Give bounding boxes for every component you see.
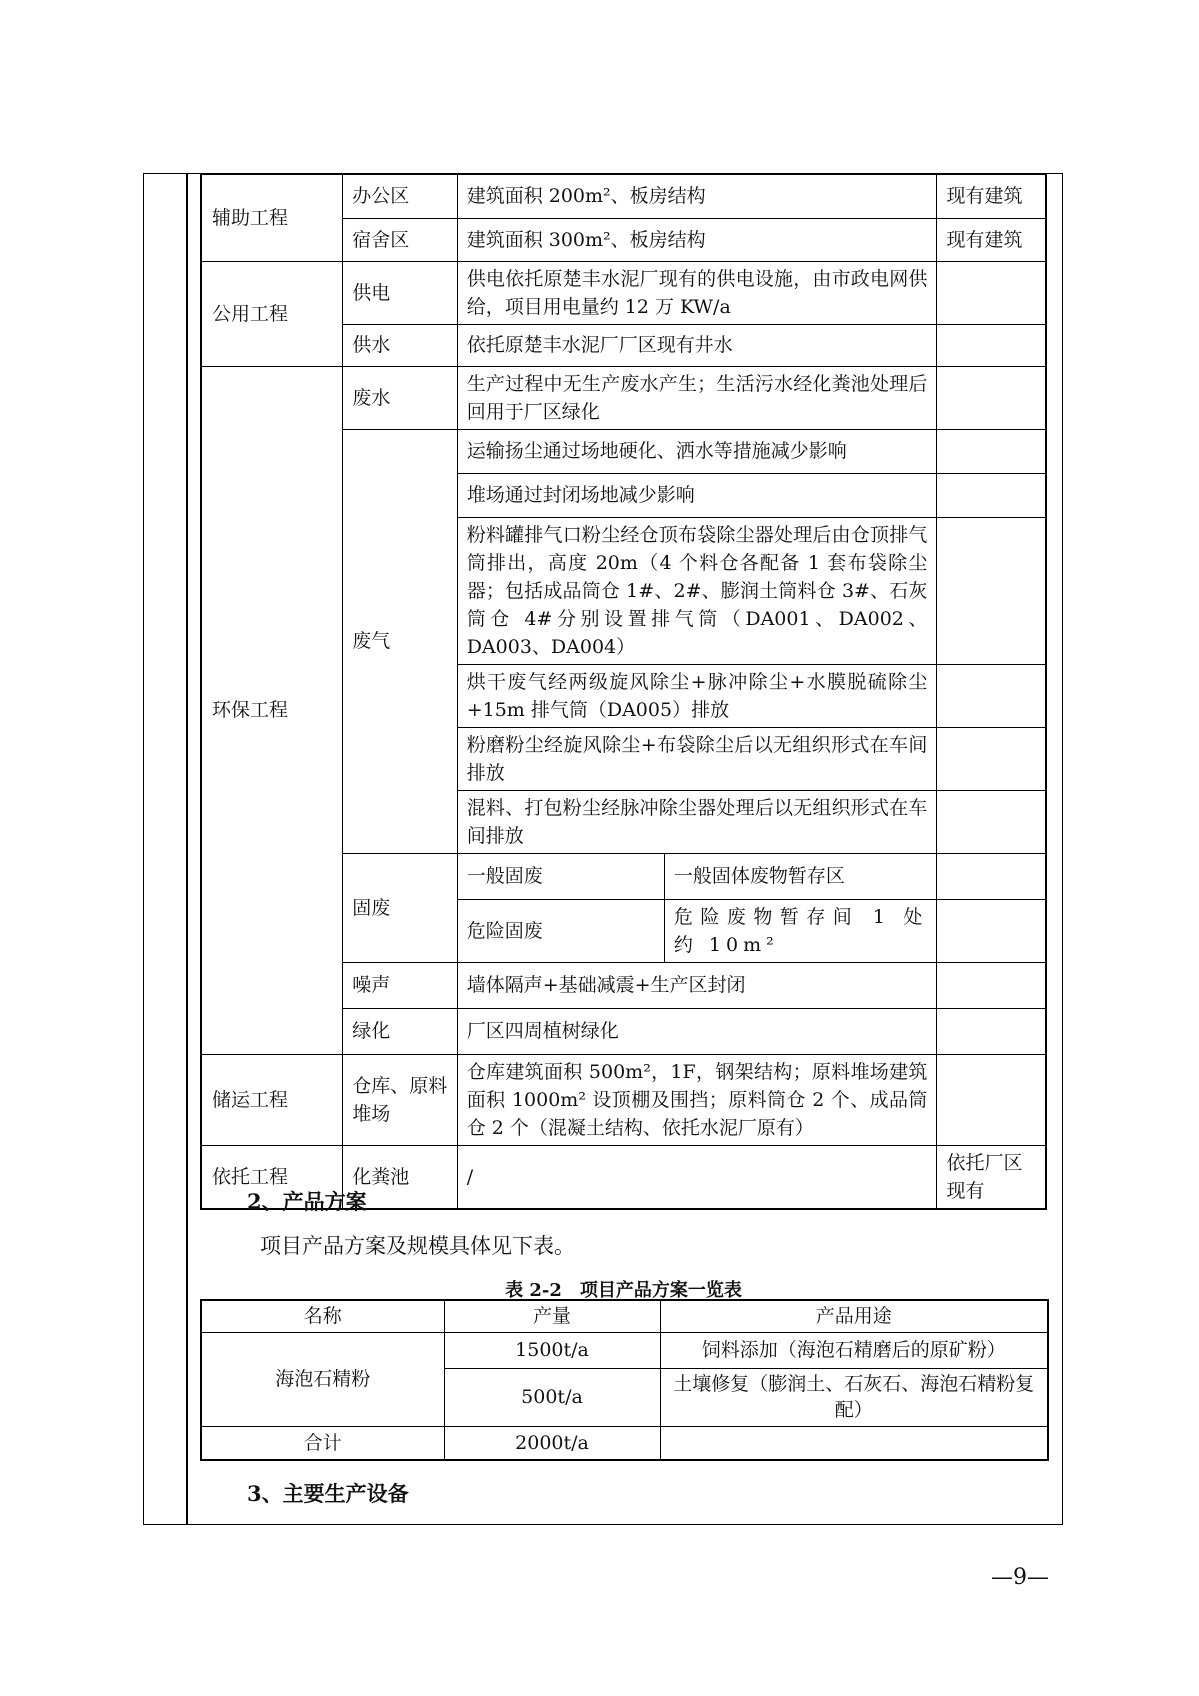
engineering-table xyxy=(200,173,1047,1210)
place-cell: 一般固体废物暂存区 xyxy=(664,853,937,899)
content-cell: 墙体隔声+基础减震+生产区封闭 xyxy=(457,962,937,1008)
content-cell: 供电依托原楚丰水泥厂现有的供电设施，由市政电网供给，项目用电量约 12 万 KW/a xyxy=(457,261,937,324)
use-cell: 土壤修复（膨润土、石灰石、海泡石精粉复配） xyxy=(660,1368,1048,1426)
total-label-cell: 合计 xyxy=(201,1426,444,1460)
table-row xyxy=(201,174,1046,218)
sub-cell: 噪声 xyxy=(343,962,457,1008)
note-cell: 现有建筑 xyxy=(937,174,1046,218)
note-cell xyxy=(937,1008,1046,1054)
use-cell: 饲料添加（海泡石精磨后的原矿粉） xyxy=(660,1332,1048,1368)
sub-cell: 宿舍区 xyxy=(343,218,457,261)
product-name-cell: 海泡石精粉 xyxy=(201,1332,444,1426)
sub-cell: 化粪池 xyxy=(343,1145,457,1209)
content-cell: 粉料罐排气口粉尘经仓顶布袋除尘器处理后由仓顶排气筒排出，高度 20m（4 个料仓各配备 1 套布袋除尘器；包括成品筒仓 1#、2#、膨润土筒料仓 3#、石灰筒仓 4#分别设置排气筒（DA001、DA002、DA003、DA004） xyxy=(457,517,937,664)
content-cell: 建筑面积 300m²、板房结构 xyxy=(457,218,937,261)
note-cell: 现有建筑 xyxy=(937,218,1046,261)
category-cell: 储运工程 xyxy=(201,1054,343,1145)
category-cell: 环保工程 xyxy=(201,366,343,1054)
category-cell: 依托工程 xyxy=(201,1145,343,1209)
content-cell: 堆场通过封闭场地减少影响 xyxy=(457,473,937,517)
header-row xyxy=(201,1300,1048,1332)
sub-cell: 废气 xyxy=(343,429,457,853)
column-header: 产品用途 xyxy=(660,1300,1048,1332)
total-row xyxy=(201,1426,1048,1460)
sub-cell: 供电 xyxy=(343,261,457,324)
type-cell: 一般固废 xyxy=(457,853,664,899)
type-cell: 危险固废 xyxy=(457,899,664,962)
output-cell: 500t/a xyxy=(444,1368,660,1426)
content-cell: 粉磨粉尘经旋风除尘+布袋除尘后以无组织形式在车间排放 xyxy=(457,727,937,790)
note-cell xyxy=(937,853,1046,899)
note-cell xyxy=(937,899,1046,962)
note-cell xyxy=(937,366,1046,429)
note-cell xyxy=(937,517,1046,664)
table-row xyxy=(201,1054,1046,1145)
sub-cell: 固废 xyxy=(343,853,457,962)
content-cell: 厂区四周植树绿化 xyxy=(457,1008,937,1054)
note-cell xyxy=(937,727,1046,790)
category-cell: 辅助工程 xyxy=(201,174,343,261)
column-header: 名称 xyxy=(201,1300,444,1332)
table-row xyxy=(201,366,1046,429)
sub-cell: 废水 xyxy=(343,366,457,429)
table-row xyxy=(201,1332,1048,1368)
content-cell: 运输扬尘通过场地硬化、洒水等措施减少影响 xyxy=(457,429,937,473)
content-cell: 建筑面积 200m²、板房结构 xyxy=(457,174,937,218)
category-cell: 公用工程 xyxy=(201,261,343,366)
note-cell xyxy=(937,261,1046,324)
page-number: —9— xyxy=(991,1565,1049,1590)
sub-cell: 办公区 xyxy=(343,174,457,218)
note-cell: 依托厂区现有 xyxy=(937,1145,1046,1209)
note-cell xyxy=(937,790,1046,853)
output-cell: 1500t/a xyxy=(444,1332,660,1368)
content-cell: / xyxy=(457,1145,937,1209)
note-cell xyxy=(937,962,1046,1008)
sub-cell: 仓库、原料堆场 xyxy=(343,1054,457,1145)
note-cell xyxy=(937,429,1046,473)
note-cell xyxy=(937,1054,1046,1145)
section-heading: 2、产品方案 xyxy=(247,1189,367,1214)
content-cell: 依托原楚丰水泥厂厂区现有井水 xyxy=(457,324,937,366)
table-caption: 表 2-2 项目产品方案一览表 xyxy=(505,1280,742,1301)
table-row xyxy=(201,261,1046,324)
section-heading: 3、主要生产设备 xyxy=(247,1481,409,1506)
sub-cell: 绿化 xyxy=(343,1008,457,1054)
content-cell: 混料、打包粉尘经脉冲除尘器处理后以无组织形式在车间排放 xyxy=(457,790,937,853)
content-cell: 烘干废气经两级旋风除尘+脉冲除尘+水膜脱硫除尘+15m 排气筒（DA005）排放 xyxy=(457,664,937,727)
total-output-cell: 2000t/a xyxy=(444,1426,660,1460)
frame-divider xyxy=(186,173,188,1525)
content-cell: 生产过程中无生产废水产生；生活污水经化粪池处理后回用于厂区绿化 xyxy=(457,366,937,429)
note-cell xyxy=(937,473,1046,517)
content-cell: 仓库建筑面积 500m²，1F，钢架结构；原料堆场建筑面积 1000m² 设顶棚及围挡；原料筒仓 2 个、成品筒仓 2 个（混凝土结构、依托水泥厂原有） xyxy=(457,1054,937,1145)
section-paragraph: 项目产品方案及规模具体见下表。 xyxy=(260,1234,575,1258)
total-use-cell xyxy=(660,1426,1048,1460)
product-table xyxy=(200,1299,1049,1461)
column-header: 产量 xyxy=(444,1300,660,1332)
note-cell xyxy=(937,664,1046,727)
sub-cell: 供水 xyxy=(343,324,457,366)
note-cell xyxy=(937,324,1046,366)
place-cell: 危险废物暂存间 1 处约 10m² xyxy=(664,899,937,962)
